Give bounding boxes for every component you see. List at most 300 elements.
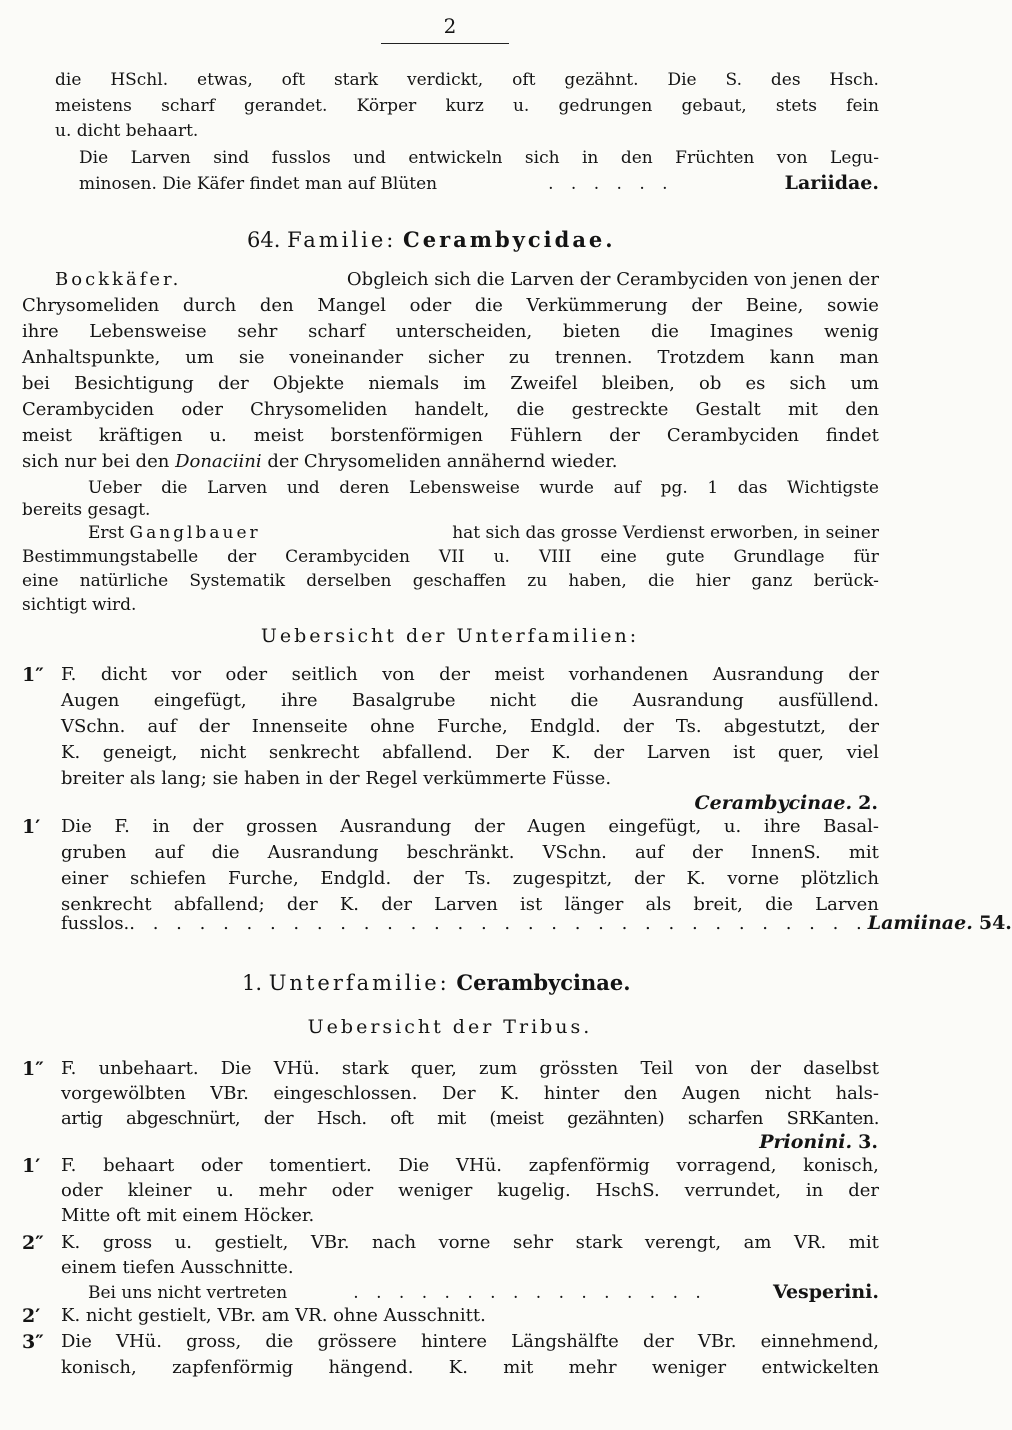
word: handelt, [414, 399, 490, 420]
word: kurz [445, 96, 484, 116]
family-desc-line [22, 321, 879, 342]
word: verrundet, [684, 1180, 781, 1201]
word: Die [61, 816, 92, 837]
word: gross [102, 1232, 153, 1253]
word: im [463, 373, 487, 394]
word: nach [372, 1232, 417, 1253]
word: scharf [161, 96, 215, 116]
word: gestielt, [214, 1232, 289, 1253]
word: von [776, 148, 808, 168]
word: oft [512, 70, 536, 90]
intro-larvae-line [79, 148, 879, 168]
family-desc-line [22, 295, 879, 316]
word: Augen [527, 816, 586, 837]
word: gedrungen [558, 96, 653, 116]
word: mit [848, 1232, 879, 1253]
word: wurde [539, 478, 594, 498]
word: die [265, 1331, 294, 1352]
word: Augen [681, 1083, 741, 1104]
ganglbauer-line: sichtigt wird. [22, 595, 137, 615]
word: K. [551, 742, 571, 763]
larvae-note-line: bereits gesagt. [22, 500, 151, 520]
word: hintere [420, 1331, 488, 1352]
word: voneinander [289, 347, 404, 368]
word: Ueber [88, 478, 142, 498]
word: Beine, [745, 295, 804, 316]
key-line: einem tiefen Ausschnitte. [61, 1257, 294, 1278]
word: entwickelten [761, 1357, 879, 1378]
word: u. [216, 1180, 234, 1201]
word: vorne [438, 1232, 491, 1253]
word: ist [520, 894, 543, 915]
word: behaart [103, 1155, 175, 1176]
word: kugelig. [497, 1180, 571, 1201]
word: daselbst [803, 1058, 879, 1079]
word: abgeschnürt, [126, 1108, 241, 1129]
word: der [217, 373, 249, 394]
word: bei [22, 373, 50, 394]
word: meist [22, 425, 72, 446]
word: artig [61, 1108, 103, 1129]
word: Die [79, 148, 109, 168]
word: tomentiert. [269, 1155, 372, 1176]
word: wenig [823, 321, 879, 342]
word: gestreckte [571, 399, 669, 420]
word: in [805, 1180, 824, 1201]
word: borstenförmigen [330, 425, 483, 446]
word: hängend. [328, 1357, 414, 1378]
family-desc-line [22, 425, 879, 446]
subfamily-heading: 1. Unterfamilie: Cerambycinae. [242, 970, 631, 995]
word: sehr [513, 1232, 554, 1253]
family-desc-text: Obgleich sich die Larven der Cerambyciden von jenen der [346, 269, 879, 290]
word: Der [495, 742, 529, 763]
key-label: 2″ [22, 1232, 44, 1254]
common-name: Bockkäfer. [55, 269, 182, 290]
word: u. [512, 96, 530, 116]
key-line [61, 842, 879, 863]
key-result-vesperini: Vesperini. [772, 1281, 879, 1303]
word: (meist [489, 1108, 544, 1129]
word: ohne [370, 716, 415, 737]
word: den [845, 399, 879, 420]
key-line [61, 816, 879, 837]
word: als [645, 894, 672, 915]
word: konisch, [803, 1155, 879, 1176]
intro-line: u. dicht behaart. [55, 121, 199, 141]
word: Larven [434, 894, 498, 915]
word: der [633, 868, 665, 889]
word: Zweifel [510, 373, 578, 394]
word: Ausrandung [267, 842, 379, 863]
word: u. [174, 1232, 193, 1253]
word: Larven [815, 894, 879, 915]
word: Längshälfte [511, 1331, 619, 1352]
word: Besichtigung [74, 373, 194, 394]
word: VBr. [697, 1331, 737, 1352]
word: F. [61, 664, 77, 685]
word: Die [61, 1331, 92, 1352]
word: u. [493, 547, 510, 567]
word: auf [147, 716, 177, 737]
key-result-lamiinae-line: fusslos. . . . . . . . . . . . . . . . . . . . . . . . . . . . . . . . . Lamiinae. 54. [61, 912, 1012, 934]
key-label: 3″ [22, 1331, 44, 1353]
key-line: K. nicht gestielt, VBr. am VR. ohne Ausschnitt. [61, 1305, 486, 1326]
word: die [211, 842, 240, 863]
word: u. [723, 816, 742, 837]
word: Cerambyciden [22, 399, 155, 420]
word: gezähnten) [567, 1108, 665, 1129]
word: etwas, [197, 70, 253, 90]
word: geschaffen [412, 571, 507, 591]
word: mit [848, 842, 879, 863]
word: zapfenförmig [528, 1155, 650, 1176]
word: sie [238, 347, 265, 368]
key-line [61, 1232, 879, 1253]
word: stark [341, 1058, 389, 1079]
word: Basalgrube [351, 690, 456, 711]
word: einnehmend, [760, 1331, 879, 1352]
word: seitlich [291, 664, 358, 685]
word: Hsch. [316, 1108, 367, 1129]
word: Teil [640, 1058, 674, 1079]
word: eingefügt, [608, 816, 702, 837]
word: Legu- [830, 148, 879, 168]
word: gerandet. [244, 96, 328, 116]
word: sich [524, 148, 560, 168]
page-number: 2 [443, 14, 457, 38]
word: in [582, 148, 599, 168]
page-number-rule [381, 43, 509, 44]
intro-line [55, 96, 879, 116]
word: der [263, 1108, 294, 1129]
word: Bestimmungstabelle [22, 547, 199, 567]
key-label: 2′ [22, 1305, 41, 1327]
taxon-donaciini: Donaciini [175, 451, 262, 472]
word: zu [508, 347, 530, 368]
family-heading-name: Cerambycidae. [403, 227, 616, 252]
word: abfallend. [382, 742, 473, 763]
word: der [227, 547, 257, 567]
word: von [382, 664, 415, 685]
word: u. [209, 425, 227, 446]
word: Fühlern [509, 425, 583, 446]
key-label: 1″ [22, 1058, 44, 1080]
word: dicht [100, 664, 148, 685]
word: VBr. [210, 1083, 249, 1104]
word: die [765, 894, 793, 915]
intro-line [55, 70, 879, 90]
word: VHü. [456, 1155, 503, 1176]
word: verdickt, [407, 70, 484, 90]
word: der [473, 816, 505, 837]
key-line [61, 664, 879, 685]
word: nicht [764, 1083, 812, 1104]
word: die [474, 295, 503, 316]
family-desc-line [22, 373, 879, 394]
word: Larven [646, 742, 711, 763]
word: Die [220, 1058, 252, 1079]
word: der [198, 716, 230, 737]
word: beschränkt. [406, 842, 515, 863]
word: zapfenförmig [172, 1357, 294, 1378]
word: hals- [835, 1083, 879, 1104]
word: sehr [237, 321, 278, 342]
word: S. [725, 70, 742, 90]
word: VSchn. [542, 842, 607, 863]
word: K. [339, 894, 360, 915]
intro-larvae-text: minosen. Die Käfer findet man auf Blüten [79, 174, 438, 194]
ganglbauer-line [22, 547, 879, 567]
word: gezähnt. [564, 70, 639, 90]
word: oder [331, 1180, 374, 1201]
word: Trotzdem [657, 347, 745, 368]
word: auf [154, 842, 184, 863]
word: abgestutzt, [723, 716, 826, 737]
word: um [185, 347, 214, 368]
word: am [743, 1232, 772, 1253]
word: gebaut, [681, 96, 747, 116]
word: Gestalt [695, 399, 761, 420]
word: ihre [22, 321, 59, 342]
word: Cerambyciden [285, 547, 410, 567]
word: mit [437, 1108, 466, 1129]
word: Grundlage [733, 547, 825, 567]
word: es [745, 373, 766, 394]
word: mehr [258, 1180, 307, 1201]
word: pg. [660, 478, 688, 498]
word: kräftigen [98, 425, 183, 446]
word: breit, [693, 894, 743, 915]
word: der [691, 295, 723, 316]
word: Furche, [436, 716, 508, 737]
word: derselben [306, 571, 392, 591]
key-line [61, 1155, 879, 1176]
word: oder [61, 1180, 103, 1201]
word: bleiben, [601, 373, 675, 394]
word: ist [733, 742, 756, 763]
word: senkrecht [61, 894, 152, 915]
word: Die [667, 70, 697, 90]
word: der [691, 842, 723, 863]
word: konisch, [61, 1357, 137, 1378]
word: das [737, 478, 768, 498]
word: sind [213, 148, 250, 168]
word: zum [479, 1058, 518, 1079]
word: viel [846, 742, 879, 763]
word: unbehaart. [98, 1058, 199, 1079]
key-result-prionini: Prionini. 3. [759, 1131, 878, 1153]
word: eine [600, 547, 637, 567]
family-desc-last-line: sich nur bei den Donaciini der Chrysomeliden annähernd wieder. [22, 451, 618, 472]
word: der [381, 894, 412, 915]
word: InnenS. [750, 842, 821, 863]
word: oder [409, 295, 452, 316]
word: durch [182, 295, 237, 316]
word: Ts. [675, 716, 702, 737]
word: findet [825, 425, 879, 446]
word: die [651, 321, 679, 342]
word: Wichtigste [787, 478, 879, 498]
word: fein [846, 96, 879, 116]
word: scharf [308, 321, 366, 342]
word: entwickeln [408, 148, 503, 168]
tribe-key-title: Uebersicht der Tribus. [307, 1016, 593, 1038]
word: Basal- [823, 816, 879, 837]
word: K. [500, 1083, 520, 1104]
word: K. [448, 1357, 468, 1378]
word: der [642, 1331, 674, 1352]
word: weniger [651, 1357, 727, 1378]
word: stets [775, 96, 817, 116]
word: berück- [813, 571, 879, 591]
word: der [192, 816, 224, 837]
word: Endgld. [320, 868, 392, 889]
word: Larven [130, 148, 191, 168]
key-line [61, 1108, 879, 1129]
word: VR. [793, 1232, 827, 1253]
word: der [750, 1058, 781, 1079]
word: grössere [317, 1331, 397, 1352]
word: Hsch. [829, 70, 879, 90]
word: VHü. [273, 1058, 320, 1079]
word: zugespitzt, [512, 868, 613, 889]
word: die [648, 571, 675, 591]
word: hinter [543, 1083, 600, 1104]
word: F. [61, 1155, 77, 1176]
word: oder [225, 664, 268, 685]
key-line [61, 1180, 879, 1201]
word: Chrysomeliden [22, 295, 160, 316]
word: VSchn. [61, 716, 126, 737]
word: geneigt, [102, 742, 178, 763]
word: sich [789, 373, 827, 394]
word: Lebensweise [408, 478, 520, 498]
word: kann [769, 347, 815, 368]
word: senkrecht [268, 742, 360, 763]
key-line [61, 742, 879, 763]
word: Früchten [675, 148, 755, 168]
word: Anhaltspunkte, [22, 347, 161, 368]
word: den [623, 1083, 658, 1104]
key-label: 1″ [22, 664, 44, 686]
key-line [61, 1331, 879, 1352]
word: kleiner [127, 1180, 192, 1201]
word: haben, [568, 571, 627, 591]
word: Verkümmerung [526, 295, 668, 316]
word: der [286, 894, 318, 915]
word: oft [390, 1108, 414, 1129]
word: auf [613, 478, 641, 498]
word: unterscheiden, [395, 321, 533, 342]
family-desc-first-line [55, 269, 879, 290]
word: nicht [489, 690, 537, 711]
word: Ts. [465, 868, 492, 889]
ganglbauer-lead: Erst Ganglbauer [88, 523, 261, 543]
word: K. [61, 742, 81, 763]
word: ausfüllend. [778, 690, 879, 711]
word: quer, [777, 742, 824, 763]
word: Ausrandung [632, 690, 744, 711]
word: Systematik [189, 571, 286, 591]
word: VIII [538, 547, 572, 567]
ganglbauer-line [22, 571, 879, 591]
word: VII [438, 547, 465, 567]
word: der [622, 716, 654, 737]
family-heading-word: Familie: [287, 228, 397, 252]
word: grossen [245, 816, 318, 837]
key-line [61, 690, 879, 711]
key-label: 1′ [22, 816, 41, 838]
key-line: breiter als lang; sie haben in der Regel verkümmerte Füsse. [61, 768, 612, 789]
key-label: 1′ [22, 1155, 41, 1177]
word: verengt, [644, 1232, 722, 1253]
word: gruben [61, 842, 127, 863]
word: ganz [751, 571, 793, 591]
word: quer, [410, 1058, 457, 1079]
word: mehr [568, 1357, 617, 1378]
word: der [848, 1180, 879, 1201]
word: bieten [562, 321, 621, 342]
word: den [620, 148, 653, 168]
word: deren [339, 478, 390, 498]
word: der [593, 742, 625, 763]
word: Der [441, 1083, 476, 1104]
word: der [609, 425, 640, 446]
family-result-lariidae: Lariidae. [784, 172, 879, 194]
subfamily-key-title: Uebersicht der Unterfamilien: [260, 625, 640, 647]
word: plötzlich [800, 868, 879, 889]
word: die [55, 70, 82, 90]
word: K. [61, 1232, 81, 1253]
word: meistens [55, 96, 132, 116]
word: man [839, 347, 879, 368]
word: zu [527, 571, 548, 591]
key-note-vesperini: Bei uns nicht vertreten . . . . . . . . . . . . . . . . Vesperini. [88, 1281, 879, 1303]
word: Cerambyciden [666, 425, 799, 446]
word: länger [564, 894, 624, 915]
key-line [61, 1357, 879, 1378]
key-line: Mitte oft mit einem Höcker. [61, 1205, 315, 1226]
word: meist [253, 425, 304, 446]
word: der [848, 664, 879, 685]
word: natürliche [79, 571, 169, 591]
word: und [286, 478, 320, 498]
word: der [848, 716, 879, 737]
word: Chrysomeliden [250, 399, 388, 420]
word: ihre [763, 816, 801, 837]
word: Furche, [227, 868, 299, 889]
word: von [695, 1058, 728, 1079]
word: VBr. [310, 1232, 350, 1253]
word: um [850, 373, 879, 394]
word: und [353, 148, 386, 168]
key-line [61, 1058, 879, 1079]
word: vorgewölbten [61, 1083, 186, 1104]
word: hier [695, 571, 731, 591]
word: SRKanten. [786, 1108, 879, 1129]
intro-larvae-result: minosen. Die Käfer findet man auf Blüten . . . . . . Lariidae. [79, 172, 879, 194]
word: Ausrandung [712, 664, 824, 685]
word: Imagines [709, 321, 794, 342]
word: niemals [368, 373, 440, 394]
family-heading-number: 64. [247, 228, 281, 252]
word: trennen. [554, 347, 633, 368]
word: stark [333, 70, 379, 90]
word: gute [665, 547, 705, 567]
word: fusslos [271, 148, 331, 168]
word: eingefügt, [153, 690, 247, 711]
